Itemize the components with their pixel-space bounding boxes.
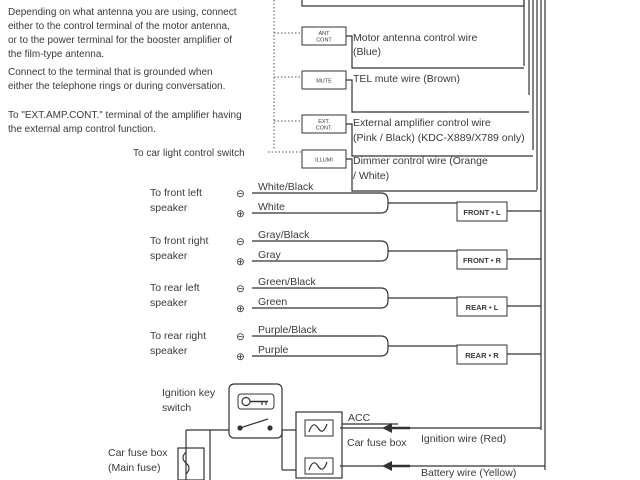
positive-wire-label: Purple (258, 344, 289, 356)
negative-terminal-icon: ⊖ (236, 331, 245, 343)
antenna-note-line-3: or to the power terminal for the booster amplifier of (8, 35, 232, 46)
battery-wire-label: Battery wire (Yellow) (421, 467, 517, 479)
connector-tag-text: CONT. (315, 125, 333, 132)
connectors (302, 27, 537, 191)
speaker-connector-label: FRONT • R (462, 256, 502, 265)
speaker-group-2 (150, 276, 541, 316)
negative-terminal-icon: ⊖ (236, 188, 245, 200)
speakers (150, 181, 541, 364)
acc-label: ACC (348, 412, 371, 424)
speaker-label: To rear right (150, 330, 207, 342)
key-icon (238, 394, 274, 409)
top-connector-box (302, 0, 524, 6)
connector-desc: External amplifier control wire (353, 117, 491, 129)
positive-wire-label: Gray (258, 249, 281, 261)
ignition-key-switch (229, 384, 282, 438)
wire-pair-bend (381, 336, 388, 356)
connector-tag-text: CONT (316, 37, 332, 44)
extamp-note (8, 110, 242, 135)
speaker-label: To rear left (150, 282, 200, 294)
wire-pair-bend (381, 288, 388, 308)
connector-0 (302, 27, 524, 68)
speaker-label: speaker (150, 345, 188, 357)
extamp-note-line-2: the external amp control function. (8, 124, 156, 135)
connector-1 (302, 71, 529, 112)
car-fuse-box-label: Car fuse box (347, 437, 407, 449)
connector-tag-text: ILLUMI (315, 157, 333, 164)
ground-note (8, 67, 225, 92)
speaker-group-0 (150, 181, 541, 221)
negative-terminal-icon: ⊖ (236, 283, 245, 295)
connector-tag-text: EXT. (318, 119, 330, 125)
extamp-note-line-1: To "EXT.AMP.CONT." terminal of the amplifier having (8, 110, 242, 121)
speaker-group-3 (150, 324, 541, 364)
positive-terminal-icon: ⊕ (236, 256, 245, 268)
positive-wire-label: Green (258, 296, 288, 308)
main-fuse-box (178, 448, 204, 480)
ignition-switch-label-2: switch (162, 402, 192, 414)
connector-desc: Dimmer control wire (Orange (353, 155, 488, 167)
negative-wire-label: Gray/Black (258, 229, 310, 241)
wire-pair-bend (381, 193, 388, 213)
switch-contact (238, 419, 272, 430)
speaker-label: To front right (150, 235, 209, 247)
ignition-wire-label: Ignition wire (Red) (421, 433, 507, 445)
positive-terminal-icon: ⊕ (236, 208, 245, 220)
connector-desc: (Pink / Black) (KDC-X889/X789 only) (353, 132, 525, 144)
speaker-connector-label: FRONT • L (463, 208, 501, 217)
speaker-label: To front left (150, 187, 202, 199)
connector-tag-text: MUTE (316, 78, 332, 85)
ignition-switch-label-1: Ignition key (162, 387, 216, 399)
connector-desc: Motor antenna control wire (353, 32, 478, 44)
battery-arrow-icon (382, 461, 410, 471)
antenna-note-line-2: either to the control terminal of the motor antenna, (8, 21, 230, 32)
speaker-connector-label: REAR • L (465, 303, 499, 312)
connector-tag-text: ANT (318, 31, 330, 37)
negative-wire-label: White/Black (258, 181, 314, 193)
negative-terminal-icon: ⊖ (236, 236, 245, 248)
power-section (108, 384, 545, 480)
speaker-label: speaker (150, 250, 188, 262)
speaker-group-1 (150, 229, 541, 269)
negative-wire-label: Purple/Black (258, 324, 317, 336)
connector-desc: / White) (353, 170, 390, 182)
antenna-note (8, 7, 237, 60)
car-light-note: To car light control switch (133, 148, 245, 159)
positive-terminal-icon: ⊕ (236, 303, 245, 315)
connector-desc: TEL mute wire (Brown) (353, 73, 460, 85)
connector-desc: (Blue) (353, 46, 382, 58)
antenna-note-line-4: the film-type antenna. (8, 49, 105, 60)
ground-note-line-1: Connect to the terminal that is grounded when (8, 67, 213, 78)
wire-bundle (524, 0, 545, 470)
fuse-1-icon (305, 420, 333, 436)
positive-terminal-icon: ⊕ (236, 351, 245, 363)
speaker-label: speaker (150, 297, 188, 309)
wire-pair-bend (381, 241, 388, 261)
main-fuse-label-2: (Main fuse) (108, 462, 161, 474)
ground-note-line-2: either the telephone rings or during conversation. (8, 81, 226, 92)
speaker-connector-label: REAR • R (465, 351, 499, 360)
dotted-leaders (268, 0, 302, 152)
fuse-2-icon (305, 458, 333, 474)
negative-wire-label: Green/Black (258, 276, 316, 288)
positive-wire-label: White (258, 201, 285, 213)
antenna-note-line-1: Depending on what antenna you are using, connect (8, 7, 237, 18)
main-fuse-label-1: Car fuse box (108, 447, 168, 459)
speaker-label: speaker (150, 202, 188, 214)
